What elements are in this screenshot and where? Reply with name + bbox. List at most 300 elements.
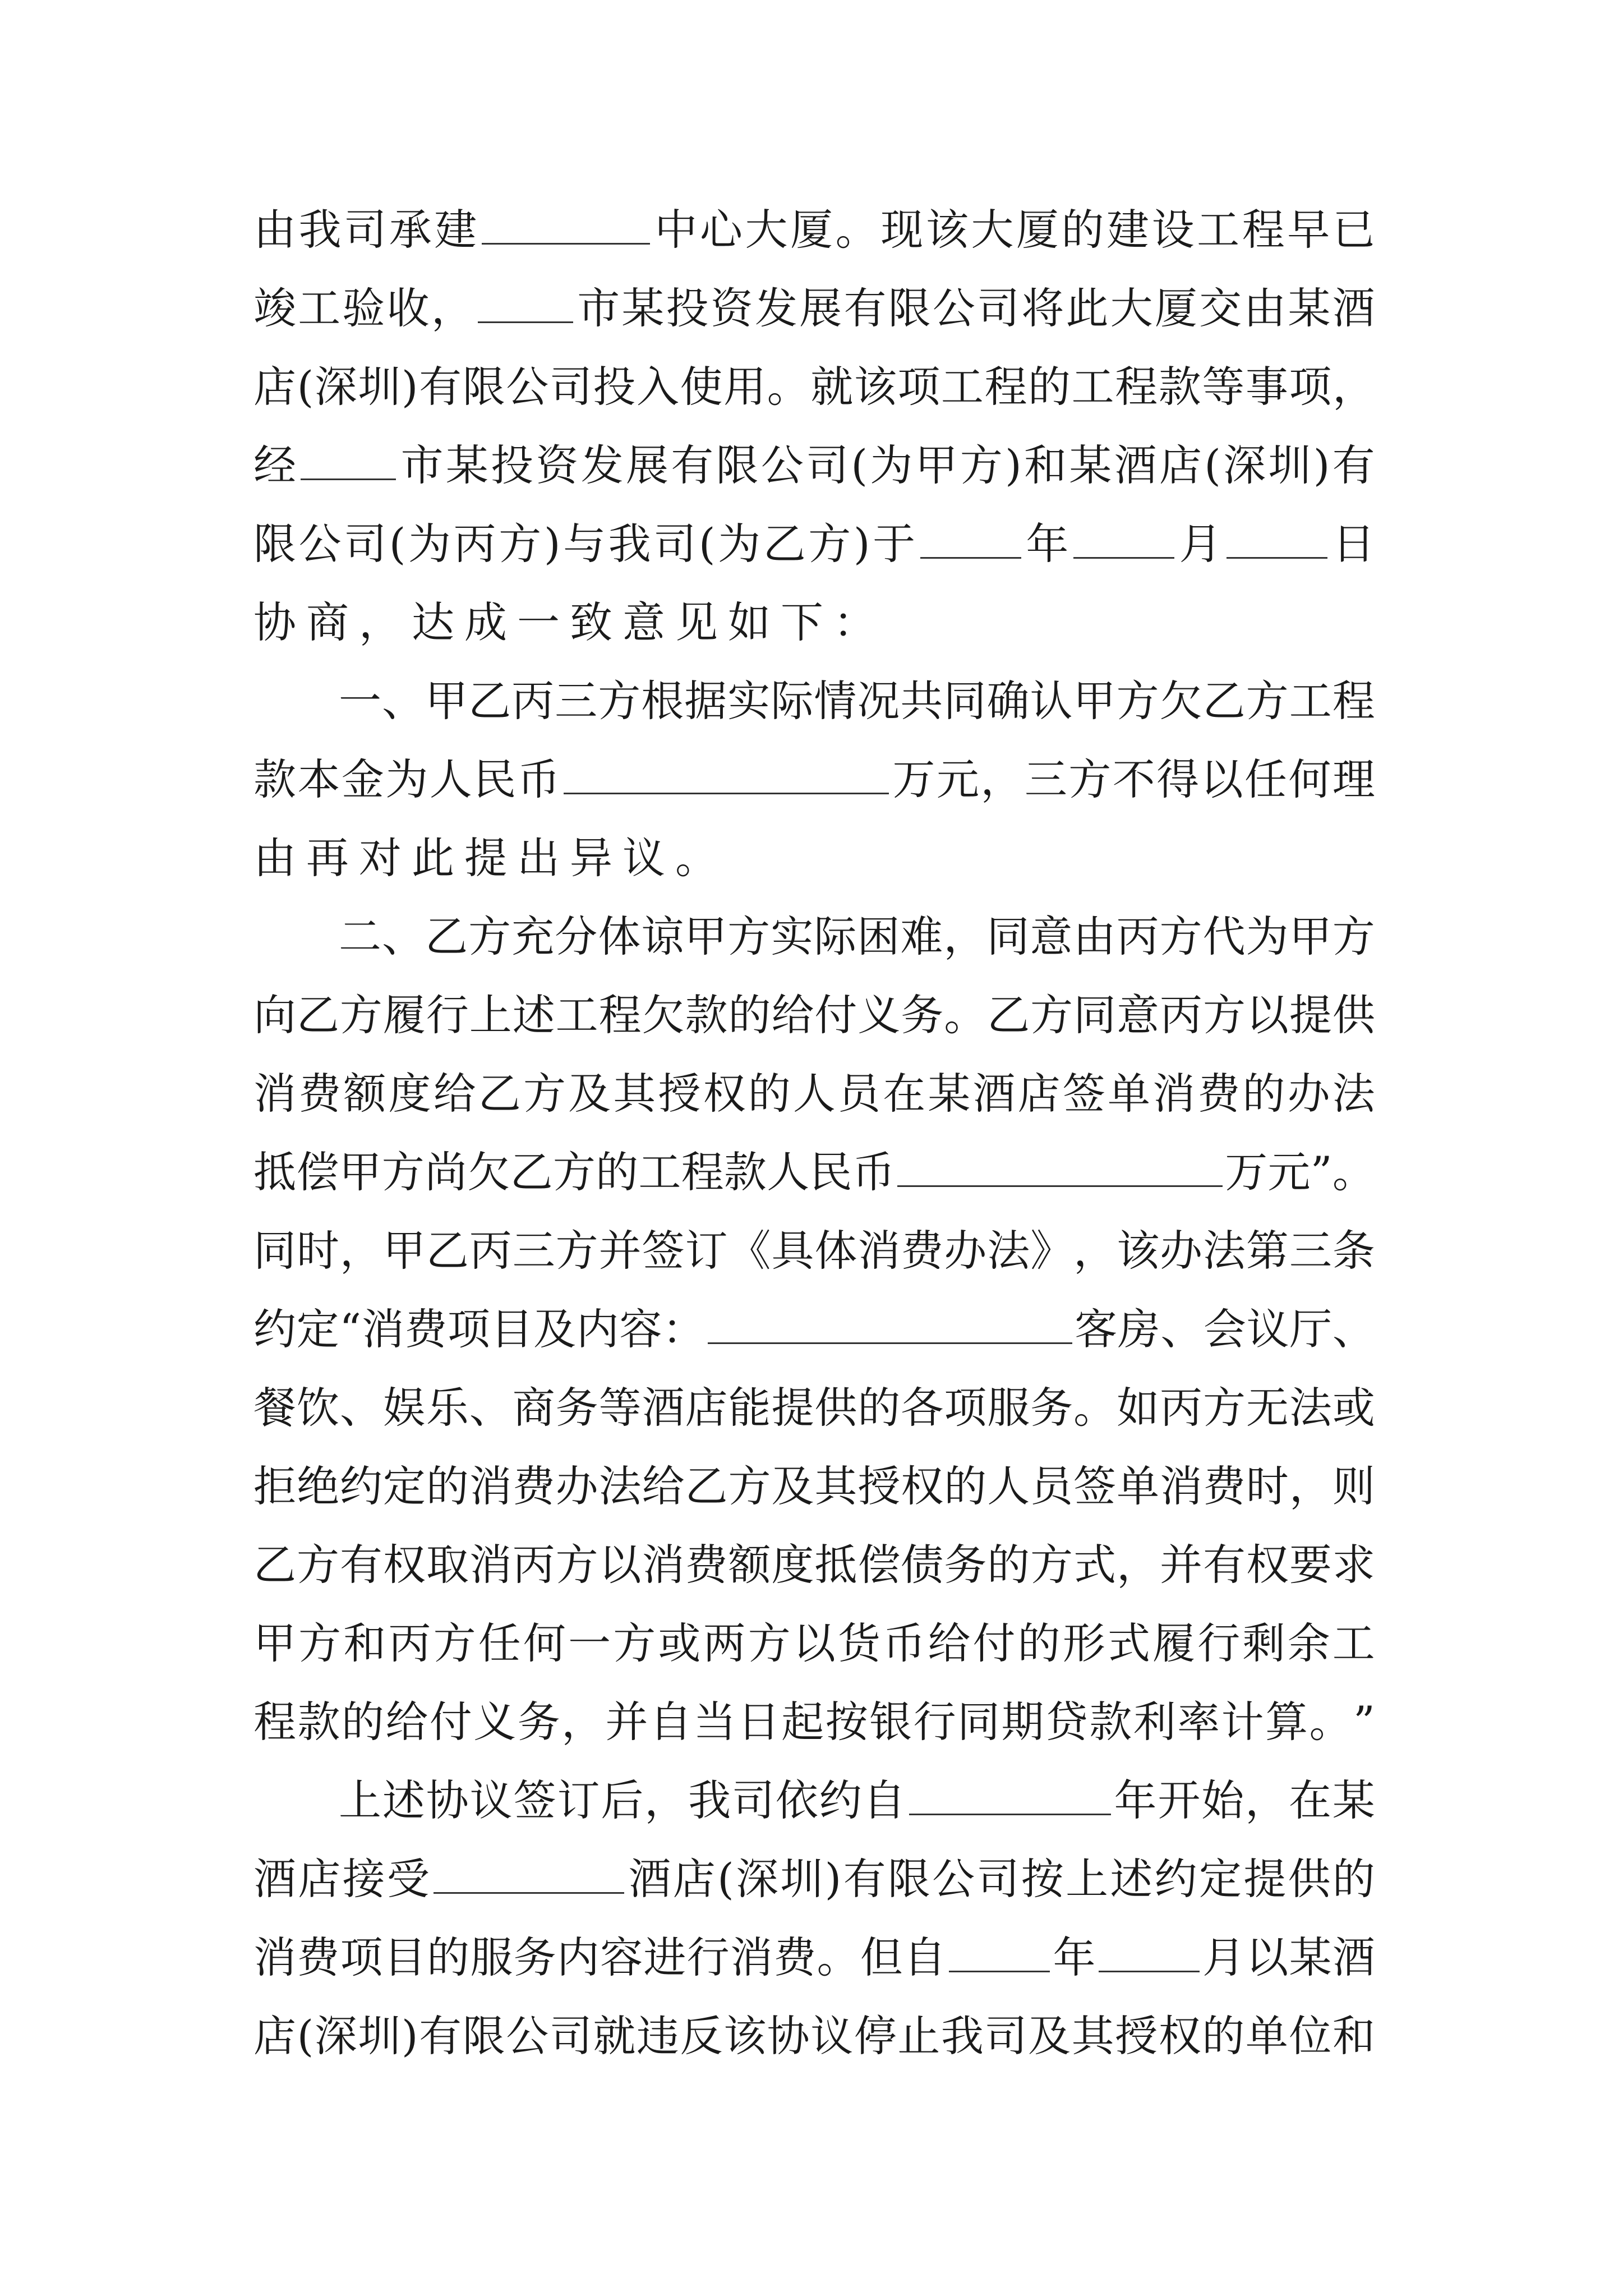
text-char: 年: [1114, 1775, 1157, 1825]
fill-in-blank[interactable]: [482, 208, 650, 245]
text-char: 酒: [1114, 440, 1157, 490]
fill-in-blank[interactable]: [301, 444, 396, 480]
text-char: 工: [1289, 676, 1332, 726]
text-char: 经: [253, 440, 296, 490]
text-char: 展: [799, 283, 842, 333]
fill-in-blank[interactable]: [1073, 522, 1174, 559]
text-char: 乙: [425, 912, 468, 961]
text-char: (: [297, 2011, 314, 2061]
text-char: 费: [298, 1069, 342, 1119]
text-char: 其: [814, 1461, 857, 1511]
text-char: 提: [771, 1383, 814, 1433]
text-char: 方: [1030, 1540, 1073, 1590]
text-char: 交: [1199, 283, 1242, 333]
text-char: 方: [433, 1618, 476, 1668]
fill-in-blank[interactable]: [1227, 522, 1327, 559]
text-char: 方: [613, 1618, 656, 1668]
text-char: 我: [298, 205, 342, 255]
fill-in-blank[interactable]: [434, 1857, 624, 1894]
text-char: 我: [940, 2011, 984, 2061]
text-char: 工: [1332, 1618, 1375, 1668]
text-char: 方: [1116, 676, 1159, 726]
text-char: ，: [1332, 362, 1375, 412]
text-char: 、: [1332, 1304, 1375, 1354]
text-char: 金: [341, 754, 384, 804]
text-char: (: [389, 519, 406, 569]
text-char: 某: [1289, 1932, 1332, 1982]
text-char: 其: [1071, 2011, 1114, 2061]
text-char: 方: [339, 990, 382, 1040]
text-char: 方: [598, 676, 641, 726]
text-char: 分: [555, 912, 598, 961]
text-char: 限: [462, 2011, 505, 2061]
text-char: 酒: [1332, 1932, 1375, 1982]
text-char: 的: [1242, 1069, 1285, 1119]
text-char: 方: [523, 1069, 566, 1119]
text-char: 消: [1152, 1069, 1196, 1119]
text-char: 际: [771, 676, 814, 726]
text-char: 得: [1156, 754, 1200, 804]
text-char: 币: [883, 1618, 926, 1668]
text-char: 并: [1160, 1540, 1203, 1590]
text-char: 甲: [684, 912, 727, 961]
text-char: 行: [426, 990, 469, 1040]
text-char: 乙: [468, 676, 511, 726]
text-char: ，: [1073, 1226, 1117, 1276]
text-char: 款: [685, 990, 728, 1040]
text-char: 约: [253, 1304, 296, 1354]
text-char: 依: [775, 1775, 818, 1825]
text-char: 单: [1117, 1461, 1160, 1511]
text-char: 工: [298, 283, 341, 333]
text-char: 时: [1246, 1461, 1289, 1511]
text-char: 提: [1243, 1854, 1287, 1904]
text-char: 始: [1201, 1775, 1244, 1825]
text-char: 工: [1071, 362, 1114, 412]
text-char: 入: [636, 362, 679, 412]
text-char: 三: [512, 1226, 555, 1276]
text-line: [253, 1604, 1375, 1683]
text-char: 给: [385, 1697, 428, 1747]
text-char: 我: [688, 1775, 731, 1825]
text-char: 协: [426, 1775, 469, 1825]
text-char: 方: [808, 519, 851, 569]
text-char: 司: [653, 519, 697, 569]
fill-in-blank[interactable]: [949, 1936, 1050, 1972]
text-char: 各: [901, 1383, 944, 1433]
text-char: 乙: [510, 1147, 553, 1197]
text-char: 方: [381, 1147, 425, 1197]
text-char: 该: [1117, 1226, 1160, 1276]
text-char: 司: [977, 283, 1020, 333]
text-char: 有: [419, 362, 462, 412]
text-char: 有: [1332, 440, 1375, 490]
text-char: 权: [382, 1540, 426, 1590]
text-char: 以: [1246, 990, 1289, 1040]
text-char: 承: [389, 205, 432, 255]
text-char: 以: [1200, 754, 1243, 804]
text-char: 中: [654, 205, 698, 255]
text-char: 及: [568, 1069, 611, 1119]
text-char: 由: [253, 205, 296, 255]
text-char: 丙: [388, 1618, 431, 1668]
text-char: 法: [1332, 1069, 1375, 1119]
text-char: 为: [385, 754, 428, 804]
text-char: 方: [1030, 990, 1073, 1040]
text-line: [253, 1526, 1375, 1604]
text-char: 况: [857, 676, 900, 726]
text-char: 。: [767, 362, 810, 412]
text-line: [253, 662, 1375, 740]
text-char: 日: [1332, 519, 1375, 569]
text-char: 计: [1221, 1697, 1264, 1747]
text-char: 。: [1073, 1383, 1117, 1433]
text-char: 资: [536, 440, 579, 490]
fill-in-blank[interactable]: [708, 1308, 1072, 1344]
text-char: 圳: [780, 1854, 823, 1904]
text-char: 给: [433, 1069, 476, 1119]
text-char: 三: [1024, 754, 1067, 804]
text-char: ：: [662, 1304, 705, 1354]
text-char: 项: [897, 362, 940, 412]
text-char: 以: [792, 1618, 836, 1668]
text-char: 消: [642, 1540, 685, 1590]
text-char: 法: [598, 1461, 642, 1511]
text-char: 大: [1110, 283, 1153, 333]
text-char: 拒: [253, 1461, 296, 1511]
text-char: 就: [593, 2011, 636, 2061]
text-char: 履: [382, 990, 426, 1040]
text-line: [253, 1447, 1375, 1526]
text-char: 签: [1073, 1461, 1117, 1511]
text-char: ，: [339, 1226, 382, 1276]
text-char: 实: [727, 676, 771, 726]
text-char: ，: [644, 1775, 688, 1825]
text-char: 根: [641, 676, 684, 726]
text-char: 额: [728, 1540, 771, 1590]
text-char: 款: [723, 1147, 767, 1197]
text-char: 司: [549, 362, 592, 412]
text-char: 。: [1332, 1147, 1375, 1197]
text-char: 度: [771, 1540, 814, 1590]
text-char: 剩: [1242, 1618, 1285, 1668]
text-char: 和: [343, 1618, 386, 1668]
text-char: 同: [1073, 990, 1117, 1040]
text-char: 公: [506, 2011, 549, 2061]
text-char: 使: [680, 362, 723, 412]
text-char: 、: [382, 912, 425, 961]
text-char: 式: [1107, 1618, 1150, 1668]
text-char: 的: [1028, 362, 1071, 412]
text-char: 厦: [1016, 205, 1059, 255]
text-char: 有: [843, 283, 887, 333]
text-char: 内: [576, 1304, 619, 1354]
text-char: 欠: [1159, 676, 1202, 726]
text-char: 发: [580, 440, 624, 490]
text-char: 。: [817, 1932, 860, 1982]
text-line: [253, 1055, 1375, 1133]
text-char: 议: [810, 2011, 854, 2061]
text-char: 酒: [628, 1854, 671, 1904]
text-char: 则: [1332, 1461, 1375, 1511]
text-char: 意: [1117, 990, 1160, 1040]
text-char: 意: [1030, 912, 1073, 961]
text-char: 员: [1030, 1461, 1073, 1511]
text-char: 上: [469, 990, 512, 1040]
text-char: 大: [745, 205, 788, 255]
text-char: 方: [1246, 676, 1289, 726]
text-char: 丙: [1160, 1383, 1203, 1433]
text-char: 方: [1159, 912, 1202, 961]
text-char: 工: [1197, 205, 1240, 255]
text-char: 房: [1117, 1304, 1160, 1354]
text-char: 某: [1288, 283, 1331, 333]
text-char: 议: [469, 1775, 513, 1825]
text-char: ): [1313, 440, 1330, 490]
text-char: 该: [925, 205, 969, 255]
text-char: 项: [1289, 362, 1332, 412]
text-char: 酒: [253, 1854, 296, 1904]
text-char: 费: [297, 1932, 340, 1982]
fill-in-blank[interactable]: [920, 522, 1021, 559]
text-char: ，: [980, 754, 1023, 804]
text-line: [253, 740, 1375, 819]
text-char: 费: [404, 1304, 448, 1354]
text-char: 等: [1202, 362, 1245, 412]
text-char: 方: [1202, 990, 1246, 1040]
text-char: 方: [728, 1461, 771, 1511]
text-char: 形: [1062, 1618, 1105, 1668]
fill-in-blank[interactable]: [897, 1151, 1223, 1187]
text-char: 大: [971, 205, 1014, 255]
text-char: 甲: [382, 1226, 426, 1276]
text-char: 实: [771, 912, 814, 961]
text-char: 定: [296, 1304, 339, 1354]
text-char: 算: [1265, 1697, 1308, 1747]
text-char: 权: [703, 1069, 746, 1119]
text-char: 据: [684, 676, 727, 726]
paragraph-p3: [253, 898, 1375, 1761]
text-char: 我: [608, 519, 651, 569]
text-char: 、: [339, 1383, 382, 1433]
text-char: 如: [1117, 1383, 1160, 1433]
text-char: 酒: [1332, 283, 1375, 333]
text-char: 债: [901, 1540, 944, 1590]
text-char: ): [543, 519, 561, 569]
text-char: 方: [499, 519, 542, 569]
text-char: 自: [903, 1932, 946, 1982]
text-char: 共: [900, 676, 943, 726]
text-line: [253, 1840, 1375, 1918]
text-char: 人: [429, 754, 472, 804]
text-char: 体: [598, 912, 641, 961]
text-char: 店: [672, 1854, 716, 1904]
paragraph-p1: [253, 191, 1375, 662]
text-char: 乙: [1202, 676, 1246, 726]
text-char: 本: [297, 754, 340, 804]
text-char: 餐: [253, 1383, 296, 1433]
text-segment: 由再对此提出异议。: [253, 833, 728, 883]
text-char: 目: [490, 1304, 533, 1354]
text-char: 丙: [469, 1226, 512, 1276]
text-char: 述: [512, 990, 555, 1040]
text-char: 已: [1332, 205, 1375, 255]
text-char: 公: [298, 519, 342, 569]
text-char: 的: [1061, 205, 1104, 255]
text-char: 欠: [642, 990, 685, 1040]
text-line: [253, 976, 1375, 1055]
text-char: 付: [429, 1697, 472, 1747]
text-char: 一: [339, 676, 381, 726]
text-line: [253, 1761, 1375, 1840]
text-char: 有: [671, 440, 714, 490]
text-char: 限: [887, 1854, 930, 1904]
text-line: [253, 1369, 1375, 1447]
fill-in-blank[interactable]: [564, 758, 889, 794]
text-char: 、: [382, 676, 425, 726]
text-char: 义: [857, 990, 901, 1040]
text-char: 务: [944, 1540, 987, 1590]
text-char: ，: [1289, 1461, 1332, 1511]
text-char: 按: [1021, 1854, 1064, 1904]
text-char: 的: [1017, 1618, 1061, 1668]
text-char: 。: [944, 990, 987, 1040]
text-char: 充: [511, 912, 555, 961]
text-char: 、: [469, 1383, 512, 1433]
text-char: ，: [943, 912, 986, 961]
text-char: 开: [1158, 1775, 1201, 1825]
text-char: 年: [1026, 519, 1069, 569]
text-char: 有: [419, 2011, 462, 2061]
text-char: 程: [1115, 362, 1158, 412]
text-char: 店: [1017, 1069, 1061, 1119]
document-body: [253, 191, 1375, 2076]
text-char: 限: [462, 362, 505, 412]
text-char: 在: [1289, 1775, 1332, 1825]
text-char: 方: [296, 1540, 339, 1590]
text-char: 单: [1107, 1069, 1150, 1119]
text-char: 困: [857, 912, 900, 961]
text-char: 起: [781, 1697, 824, 1747]
text-char: 际: [814, 912, 857, 961]
text-char: 两: [703, 1618, 746, 1668]
text-char: 店: [1159, 440, 1202, 490]
text-char: 及: [1028, 2011, 1071, 2061]
text-char: 司: [549, 2011, 592, 2061]
text-char: 容: [600, 1932, 643, 1982]
text-char: 务: [555, 1383, 598, 1433]
text-char: 消: [857, 1226, 901, 1276]
text-char: ): [1005, 440, 1022, 490]
text-char: 度: [388, 1069, 431, 1119]
text-char: 偿: [857, 1540, 901, 1590]
text-char: 办: [1160, 1226, 1203, 1276]
text-char: 但: [860, 1932, 903, 1982]
text-char: 该: [723, 2011, 767, 2061]
text-char: 何: [523, 1618, 566, 1668]
text-char: 某: [1069, 440, 1112, 490]
text-char: 该: [854, 362, 897, 412]
text-char: 办: [1287, 1069, 1330, 1119]
text-char: 三: [1289, 1226, 1332, 1276]
text-char: 此: [1066, 283, 1109, 333]
text-char: 向: [253, 990, 296, 1040]
text-char: 定: [1198, 1854, 1242, 1904]
text-char: 及: [533, 1304, 577, 1354]
text-char: 消: [1160, 1461, 1203, 1511]
text-char: 何: [1288, 754, 1331, 804]
paragraph-p4: [253, 1761, 1375, 2076]
text-char: 乙: [763, 519, 806, 569]
text-char: ”: [1353, 1697, 1375, 1747]
text-char: 深: [736, 1854, 779, 1904]
text-char: 限: [716, 440, 759, 490]
text-char: 代: [1202, 912, 1246, 961]
text-char: 心: [699, 205, 743, 255]
text-char: 工: [638, 1147, 681, 1197]
text-char: 某: [621, 283, 665, 333]
text-char: 元: [936, 754, 979, 804]
text-char: 银: [869, 1697, 912, 1747]
text-char: 的: [987, 1540, 1030, 1590]
text-char: 行: [1197, 1618, 1241, 1668]
text-char: 偿: [296, 1147, 339, 1197]
text-char: 展: [625, 440, 668, 490]
text-char: 现: [880, 205, 924, 255]
fill-in-blank[interactable]: [478, 287, 573, 323]
text-char: 由: [1073, 912, 1116, 961]
text-char: 的: [341, 1697, 384, 1747]
text-char: 容: [619, 1304, 662, 1354]
text-char: 甲: [253, 1618, 296, 1668]
text-char: 务: [513, 1932, 556, 1982]
text-line: [253, 505, 1375, 583]
text-char: 二: [339, 912, 381, 961]
text-char: 元: [1267, 1147, 1311, 1197]
text-char: 店: [253, 362, 296, 412]
fill-in-blank[interactable]: [1099, 1936, 1200, 1972]
text-char: 以: [598, 1540, 642, 1590]
text-line: [253, 426, 1375, 505]
text-char: 人: [767, 1147, 810, 1197]
text-char: 圳: [1268, 440, 1311, 490]
text-char: 丙: [512, 1540, 555, 1590]
text-char: 方: [555, 1226, 598, 1276]
text-char: 不: [1112, 754, 1155, 804]
text-char: 抵: [814, 1540, 857, 1590]
text-char: 能: [728, 1383, 771, 1433]
text-char: 建: [1106, 205, 1149, 255]
text-char: 定: [382, 1461, 426, 1511]
text-char: 由: [1243, 283, 1287, 333]
text-char: 程: [1332, 676, 1375, 726]
text-char: 乐: [426, 1383, 469, 1433]
fill-in-blank[interactable]: [909, 1779, 1111, 1815]
text-char: 为: [870, 440, 913, 490]
text-char: 公: [932, 1854, 975, 1904]
text-char: 甲: [915, 440, 958, 490]
text-char: 深: [314, 362, 357, 412]
text-char: 币: [517, 754, 560, 804]
text-char: ): [401, 2011, 418, 2061]
text-char: 有: [843, 1854, 886, 1904]
text-char: 务: [1030, 1383, 1073, 1433]
text-char: 权: [1158, 2011, 1201, 2061]
text-char: 商: [512, 1383, 555, 1433]
text-char: 无: [1246, 1383, 1289, 1433]
text-line: [253, 583, 1375, 662]
text-char: 店: [298, 1854, 341, 1904]
